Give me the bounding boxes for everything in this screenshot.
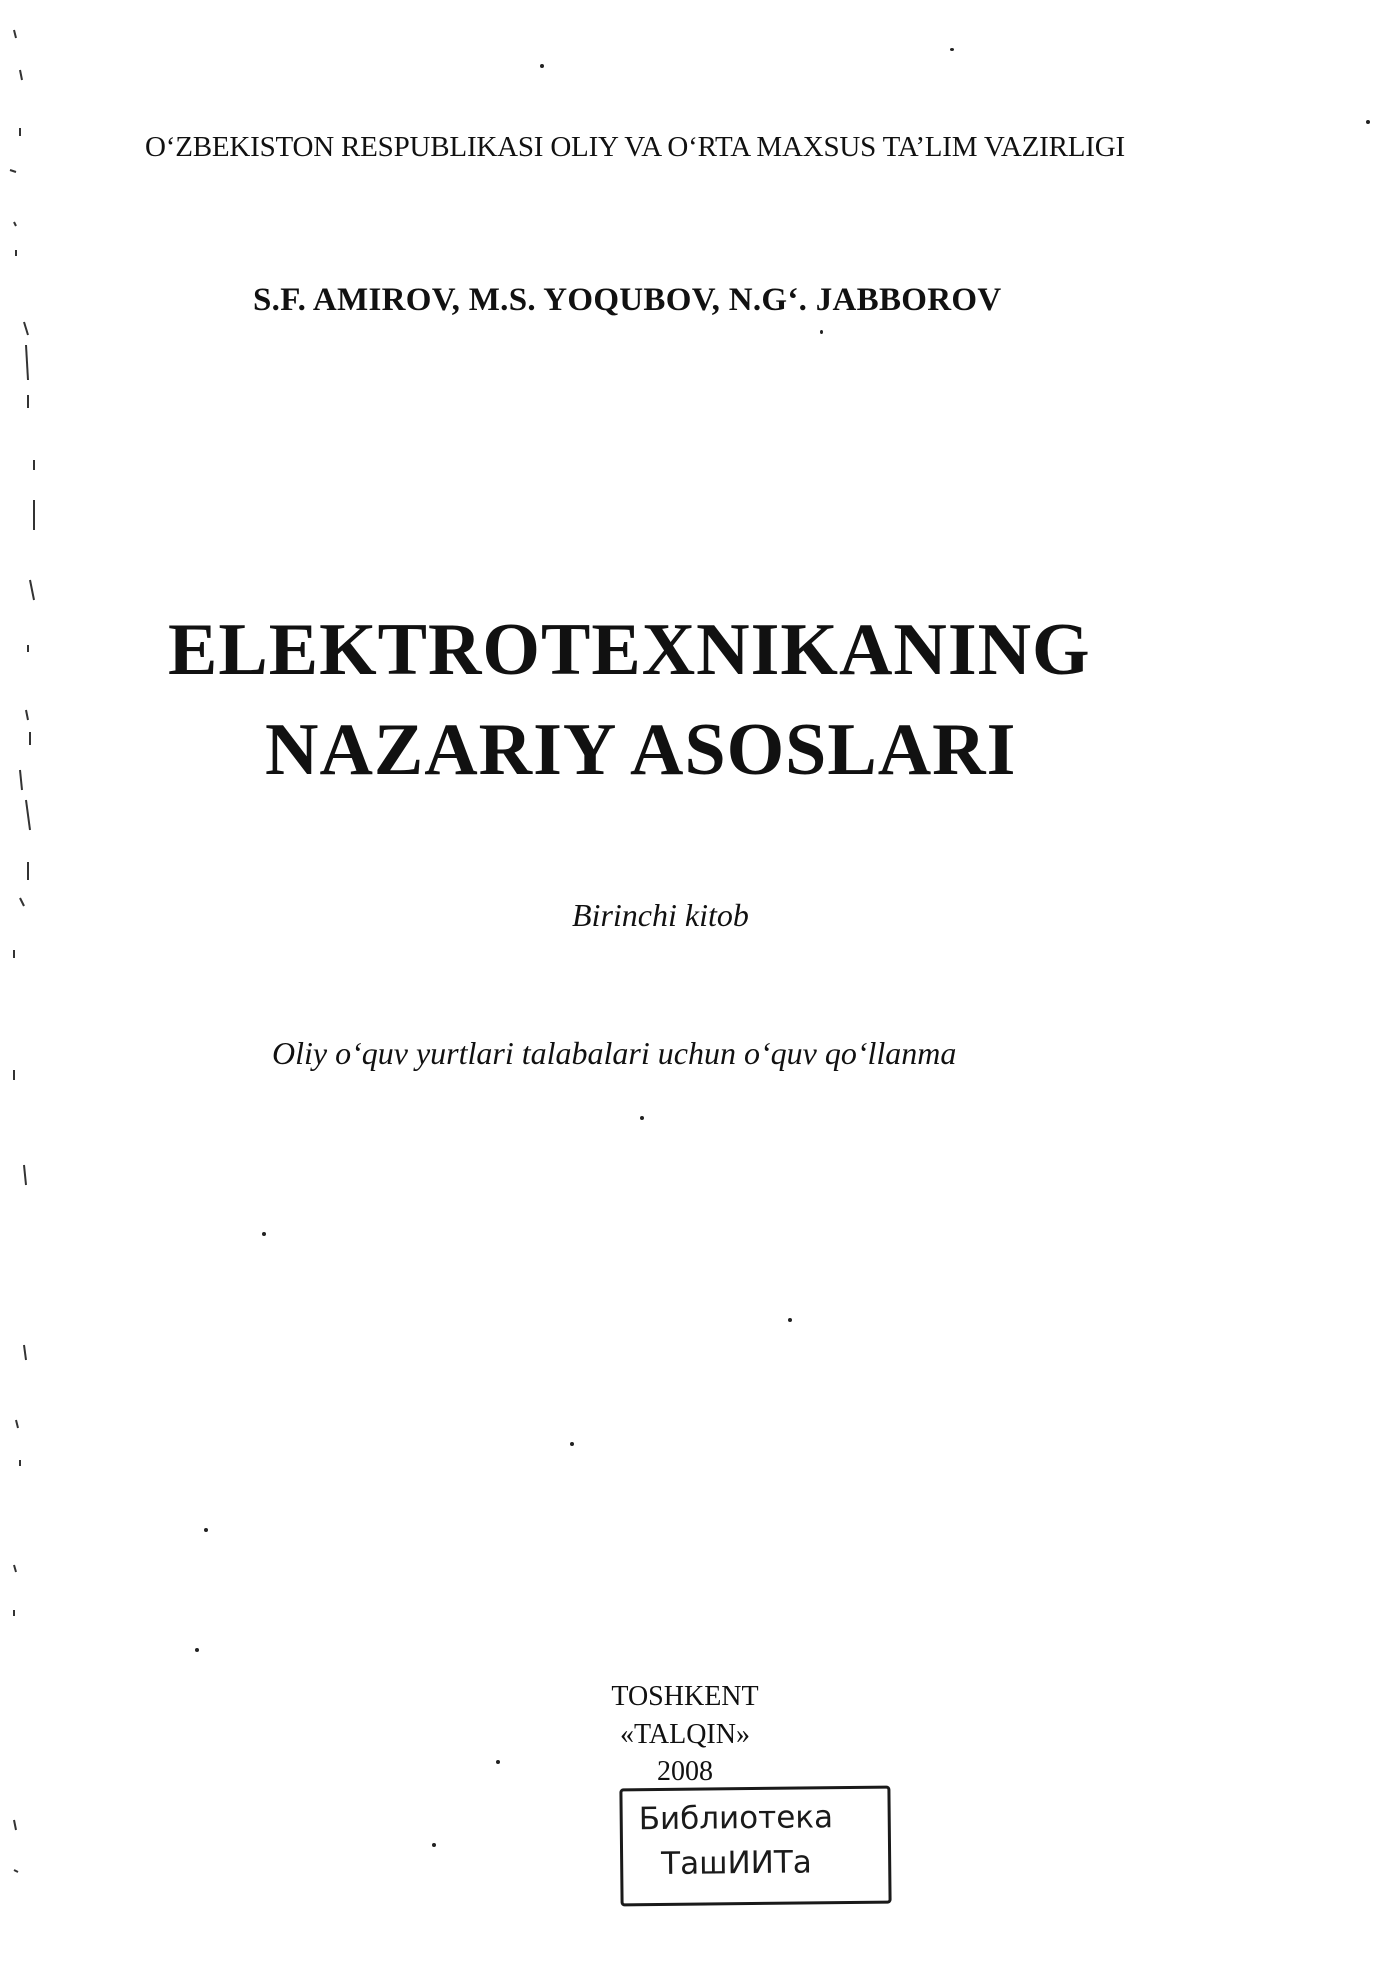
authors: S.F. AMIROV, M.S. YOQUBOV, N.G‘. JABBOROV [253, 282, 1002, 318]
scan-speck [788, 1318, 792, 1322]
book-title-line-2: NAZARIY ASOSLARI [265, 709, 1017, 791]
stamp-line-2: ТашИИТа [660, 1844, 812, 1882]
book-title-line-1: ELEKTROTEXNIKANING [168, 609, 1091, 691]
scan-speck [950, 48, 954, 51]
scan-speck [496, 1760, 500, 1764]
scan-speck [195, 1648, 199, 1652]
scan-speck [204, 1528, 208, 1532]
scan-speck [540, 64, 544, 68]
volume-label: Birinchi kitob [572, 897, 749, 933]
scan-speck [640, 1116, 644, 1120]
imprint-year: 2008 [657, 1756, 713, 1787]
scan-speck [1366, 120, 1370, 124]
ministry-header: O‘ZBEKISTON RESPUBLIKASI OLIY VA O‘RTA MAXSUS TA’LIM VAZIRLIGI [145, 131, 1125, 163]
stamp-line-1: Библиотека [638, 1799, 834, 1838]
imprint-publisher: «TALQIN» [620, 1719, 750, 1750]
imprint-city: TOSHKENT [611, 1681, 759, 1712]
scan-speck [570, 1442, 574, 1446]
library-stamp [619, 1786, 891, 1907]
subtitle: Oliy o‘quv yurtlari talabalari uchun o‘quv qo‘llanma [272, 1035, 957, 1071]
scan-edge-marks [0, 0, 60, 1967]
scan-speck [820, 330, 823, 334]
scan-speck [262, 1232, 266, 1236]
scan-speck [432, 1843, 436, 1847]
